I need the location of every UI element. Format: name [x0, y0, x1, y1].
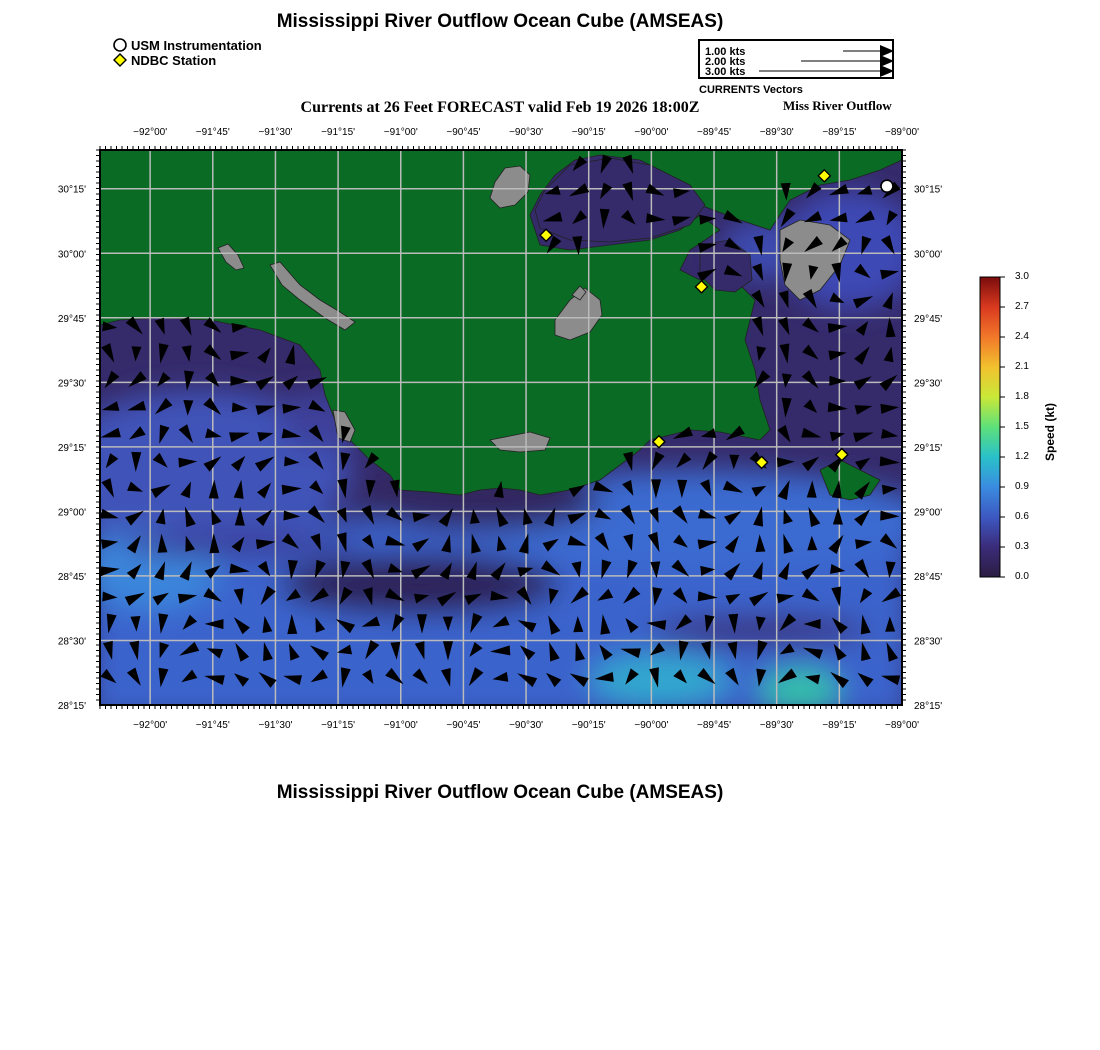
usm-instrument-marker[interactable] [881, 180, 893, 192]
colorbar-tick-label: 2.1 [1015, 361, 1029, 372]
lon-tick-label: −91°30' [258, 127, 293, 138]
colorbar-tick-label: 1.5 [1015, 421, 1029, 432]
lon-tick-label: −90°45' [446, 720, 481, 731]
lat-tick-label: 28°30' [914, 636, 943, 648]
map-title: Mississippi River Outflow Ocean Cube (AMSEAS) [276, 11, 724, 32]
lon-tick-label: −90°15' [571, 127, 606, 138]
lon-tick-label: −90°30' [509, 720, 544, 731]
colorbar-tick-label: 0.6 [1015, 511, 1029, 522]
colorbar-tick-label: 1.8 [1015, 391, 1029, 402]
colorbar-tick-label: 3.0 [1015, 271, 1029, 282]
lat-tick-label: 29°15' [57, 442, 86, 454]
lon-tick-label: −91°15' [321, 127, 356, 138]
lat-tick-label: 30°00' [57, 249, 86, 261]
lon-tick-label: −89°45' [697, 127, 732, 138]
lon-tick-label: −91°30' [258, 720, 293, 731]
lat-tick-label: 29°00' [914, 507, 943, 519]
map-frame [50, 150, 930, 720]
lon-tick-label: −89°30' [759, 127, 794, 138]
lon-tick-label: −89°00' [885, 720, 919, 731]
lon-tick-label: −89°30' [759, 720, 794, 731]
lat-tick-label: 28°30' [57, 636, 86, 648]
lat-tick-label: 28°45' [914, 571, 943, 583]
lat-tick-label: 29°45' [57, 313, 86, 325]
lon-tick-label: −90°30' [509, 127, 544, 138]
lat-tick-label: 29°45' [914, 313, 943, 325]
map-subtitle: Currents at 26 Feet FORECAST valid Feb 19 2026 18:00Z [300, 99, 700, 116]
lat-tick-label: 28°15' [914, 701, 943, 712]
colorbar-tick-label: 1.2 [1015, 451, 1029, 462]
lon-tick-label: −92°00' [133, 720, 168, 731]
lon-tick-label: −89°00' [885, 127, 919, 138]
lat-tick-label: 29°00' [57, 507, 86, 519]
vector-key-title: CURRENTS Vectors [699, 84, 803, 96]
colorbar-tick-label: 0.3 [1015, 541, 1029, 552]
lat-tick-label: 30°00' [914, 249, 943, 261]
lon-tick-label: −90°45' [446, 127, 481, 138]
map-title-bottom: Mississippi River Outflow Ocean Cube (AMSEAS) [276, 782, 724, 803]
lat-tick-label: 30°15' [57, 184, 86, 196]
vector-key-3kt: 3.00 kts [705, 66, 746, 78]
lat-tick-label: 29°15' [914, 442, 943, 454]
lat-tick-label: 28°45' [57, 571, 86, 583]
lon-tick-label: −91°45' [195, 720, 230, 731]
colorbar-tick-label: 2.7 [1015, 301, 1029, 312]
lon-tick-label: −91°45' [195, 127, 230, 138]
lon-tick-label: −92°00' [133, 127, 168, 138]
lon-tick-label: −91°00' [383, 720, 418, 731]
legend-usm-label: USM Instrumentation [131, 37, 262, 53]
lon-tick-label: −91°00' [383, 127, 418, 138]
vector-key-2kt: 2.00 kts [705, 56, 746, 68]
lon-tick-label: −90°00' [634, 127, 669, 138]
lon-tick-label: −89°45' [697, 720, 732, 731]
colorbar [980, 277, 1005, 577]
lon-tick-label: −89°15' [822, 720, 857, 731]
colorbar-tick-label: 2.4 [1015, 331, 1029, 342]
colorbar-title: Speed (kt) [1043, 402, 1057, 461]
lon-tick-label: −90°15' [571, 720, 606, 731]
region-label: Miss River Outflow [783, 98, 892, 113]
lat-tick-label: 29°30' [57, 378, 86, 390]
lat-tick-label: 28°15' [57, 701, 86, 712]
lat-tick-label: 29°30' [914, 378, 943, 390]
legend-ndbc-label: NDBC Station [131, 52, 217, 68]
lon-tick-label: −91°15' [321, 720, 356, 731]
lon-tick-label: −89°15' [822, 127, 857, 138]
lon-tick-label: −90°00' [634, 720, 669, 731]
colorbar-tick-label: 0.9 [1015, 481, 1029, 492]
vector-key-1kt: 1.00 kts [705, 46, 746, 58]
lat-tick-label: 30°15' [914, 184, 943, 196]
colorbar-tick-label: 0.0 [1015, 571, 1029, 582]
